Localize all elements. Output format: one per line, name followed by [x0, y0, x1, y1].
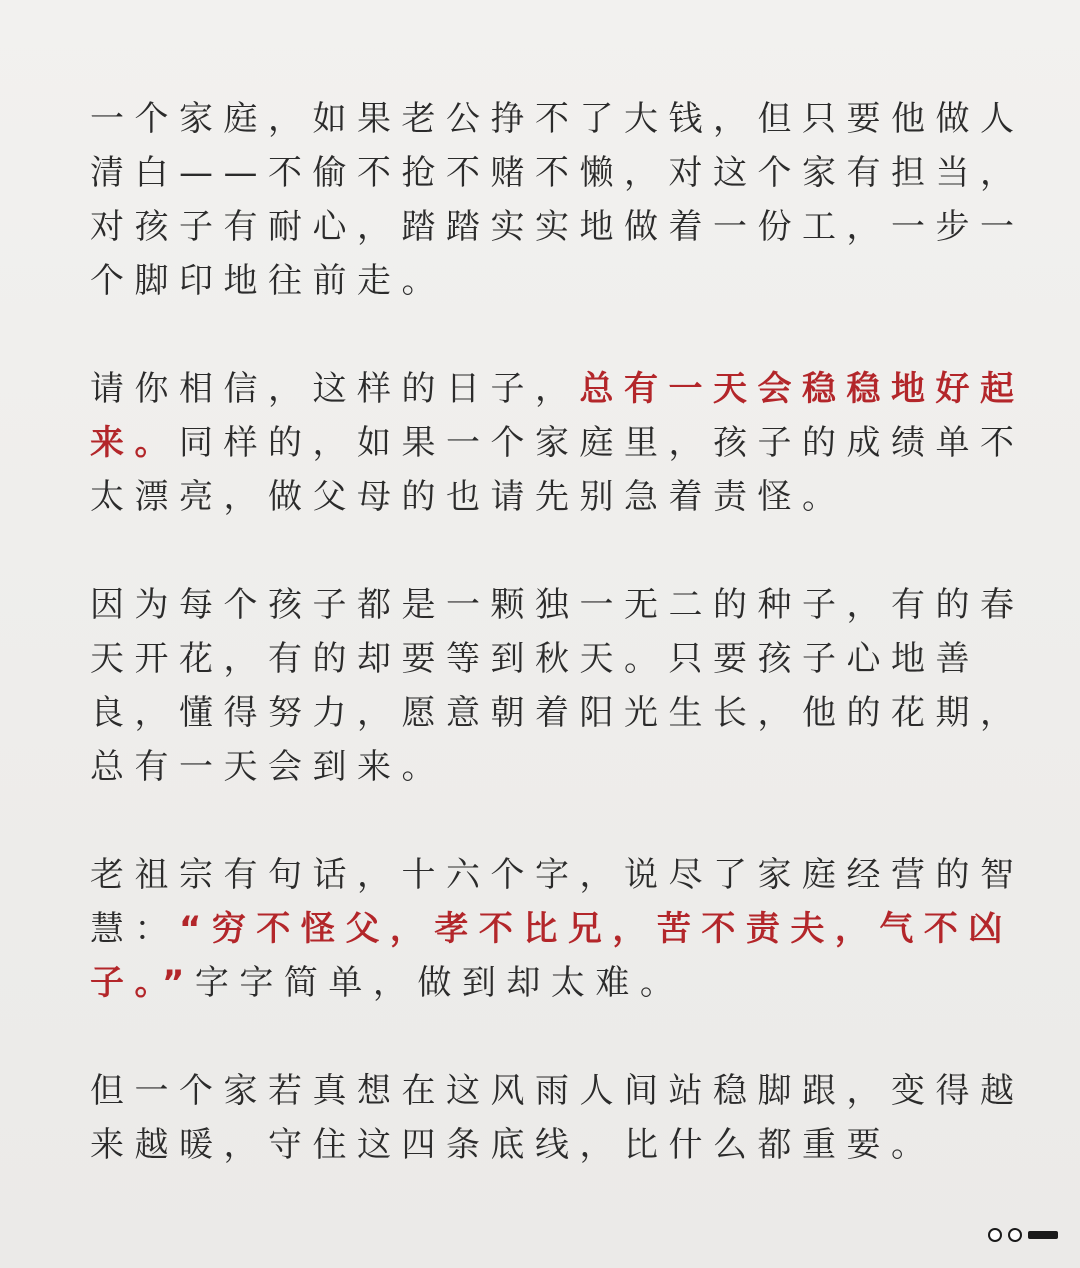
text-line: 一个家庭，如果老公挣不了大钱，但只要他做人 — [90, 99, 1025, 139]
text-line — [90, 902, 1013, 956]
paragraph-3 — [90, 578, 1025, 794]
text-segment: 请你相信，这样的日子， — [90, 369, 580, 409]
highlighted-text: 来。 — [90, 423, 179, 463]
text-line — [90, 416, 1025, 470]
text-line: 天开花，有的却要等到秋天。只要孩子心地善 — [90, 639, 980, 679]
brand-watermark-icon — [988, 1222, 1058, 1248]
watermark-bar-icon — [1028, 1231, 1058, 1239]
text-segment: 同样的，如果一个家庭里，孩子的成绩单不 — [179, 423, 1025, 463]
text-line: 来越暖，守住这四条底线，比什么都重要。 — [90, 1125, 936, 1165]
highlighted-quote: 子。” — [90, 963, 195, 1003]
text-line: 个脚印地往前走。 — [90, 261, 446, 301]
text-segment: 慧： — [90, 909, 179, 949]
text-line — [90, 956, 994, 1010]
text-segment: 字字简单，做到却太难。 — [194, 963, 685, 1003]
text-line: 良，懂得努力，愿意朝着阳光生长，他的花期， — [90, 693, 1025, 733]
text-line: 太漂亮，做父母的也请先别急着责怪。 — [90, 477, 847, 517]
watermark-dot-icon — [1008, 1228, 1022, 1242]
paragraph-2 — [90, 362, 1025, 524]
text-line: 对孩子有耐心，踏踏实实地做着一份工，一步一 — [90, 207, 1025, 247]
text-line: 但一个家若真想在这风雨人间站稳脚跟，变得越 — [90, 1071, 1025, 1111]
paragraph-5 — [90, 1064, 1025, 1172]
text-line: 因为每个孩子都是一颗独一无二的种子，有的春 — [90, 585, 1025, 625]
highlighted-quote: “穷不怪父，孝不比兄，苦不责夫，气不凶 — [179, 909, 1013, 949]
text-line: 清白——不偷不抢不赌不懒，对这个家有担当， — [90, 153, 1025, 193]
highlighted-text: 总有一天会稳稳地好起 — [579, 369, 1025, 409]
text-line: 总有一天会到来。 — [90, 747, 446, 787]
article-body — [90, 92, 1025, 1226]
text-line — [90, 362, 1025, 416]
paragraph-1 — [90, 92, 1025, 308]
text-line: 老祖宗有句话，十六个字，说尽了家庭经营的智 — [90, 855, 1025, 895]
watermark-dot-icon — [988, 1228, 1002, 1242]
paragraph-4 — [90, 848, 1025, 1010]
